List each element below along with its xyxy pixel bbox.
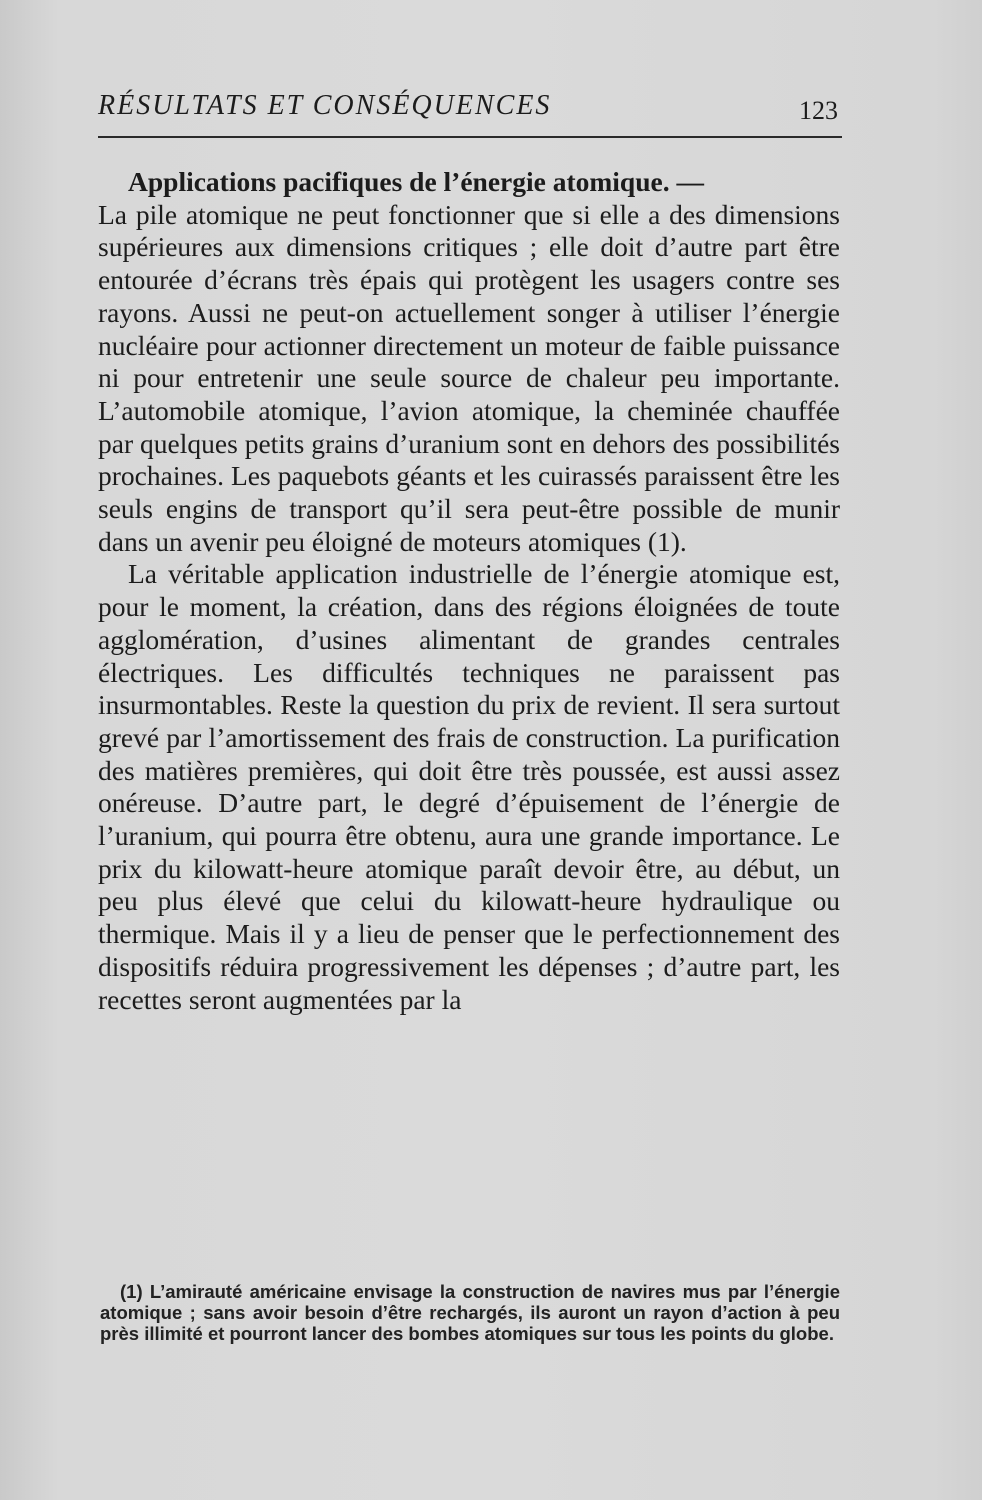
paragraph-2: La véritable application industrielle de l’énergie atomique est, pour le moment, la création, dans des régions éloignées de toute agglomération, d’usines alimentant de grandes centrales électriques. Les difficultés techniques ne paraissent pas insurmontables. Reste la question du prix de revient. Il sera surtout grevé par l’amortissement des frais de construction. La purification des matières premières, qui doit être très poussée, est aussi assez onéreuse. D’autre part, le degré d’épuisement de l’énergie de l’uranium, qui pourra être obtenu, aura une grande importance. Le prix du kilowatt-heure atomique paraît devoir être, au début, un peu plus élevé que celui du kilowatt-heure hydraulique ou thermique. Mais il y a lieu de penser que le perfectionnement des dispositifs réduira progressivement les dépenses ; d’autre part, les recettes seront augmentées par la (98, 558, 840, 1015)
page-number: 123 (799, 96, 838, 125)
page-header (98, 88, 842, 138)
body-text (98, 166, 840, 1016)
section-heading: Applications pacifiques de l’énergie atomique. — (128, 166, 704, 197)
running-title: RÉSULTATS ET CONSÉQUENCES (98, 90, 552, 121)
footnote: (1) L’amirauté américaine envisage la construction de navires mus par l’énergie atomique ; sans avoir besoin d’être rechargés, ils auront un rayon d’action à peu près illimité et pourront lancer des bombes atomiques sur tous les points du globe. (100, 1281, 840, 1344)
paragraph-1 (98, 166, 840, 558)
paragraph-1-text: La pile atomique ne peut fonctionner que si elle a des dimensions supérieures aux dimensions critiques ; elle doit d’autre part être entourée d’écrans très épais qui protègent les usagers contre ses rayons. Aussi ne peut-on actuellement songer à utiliser l’énergie nucléaire pour actionner directement un moteur de faible puissance ni pour entretenir une seule source de chaleur peu importante. L’automobile atomique, l’avion atomique, la cheminée chauffée par quelques petits grains d’uranium sont en dehors des possibilités prochaines. Les paquebots géants et les cuirassés paraissent être les seuls engins de transport qu’il sera peut-être possible de munir dans un avenir peu éloigné de moteurs atomiques (1). (98, 198, 840, 557)
